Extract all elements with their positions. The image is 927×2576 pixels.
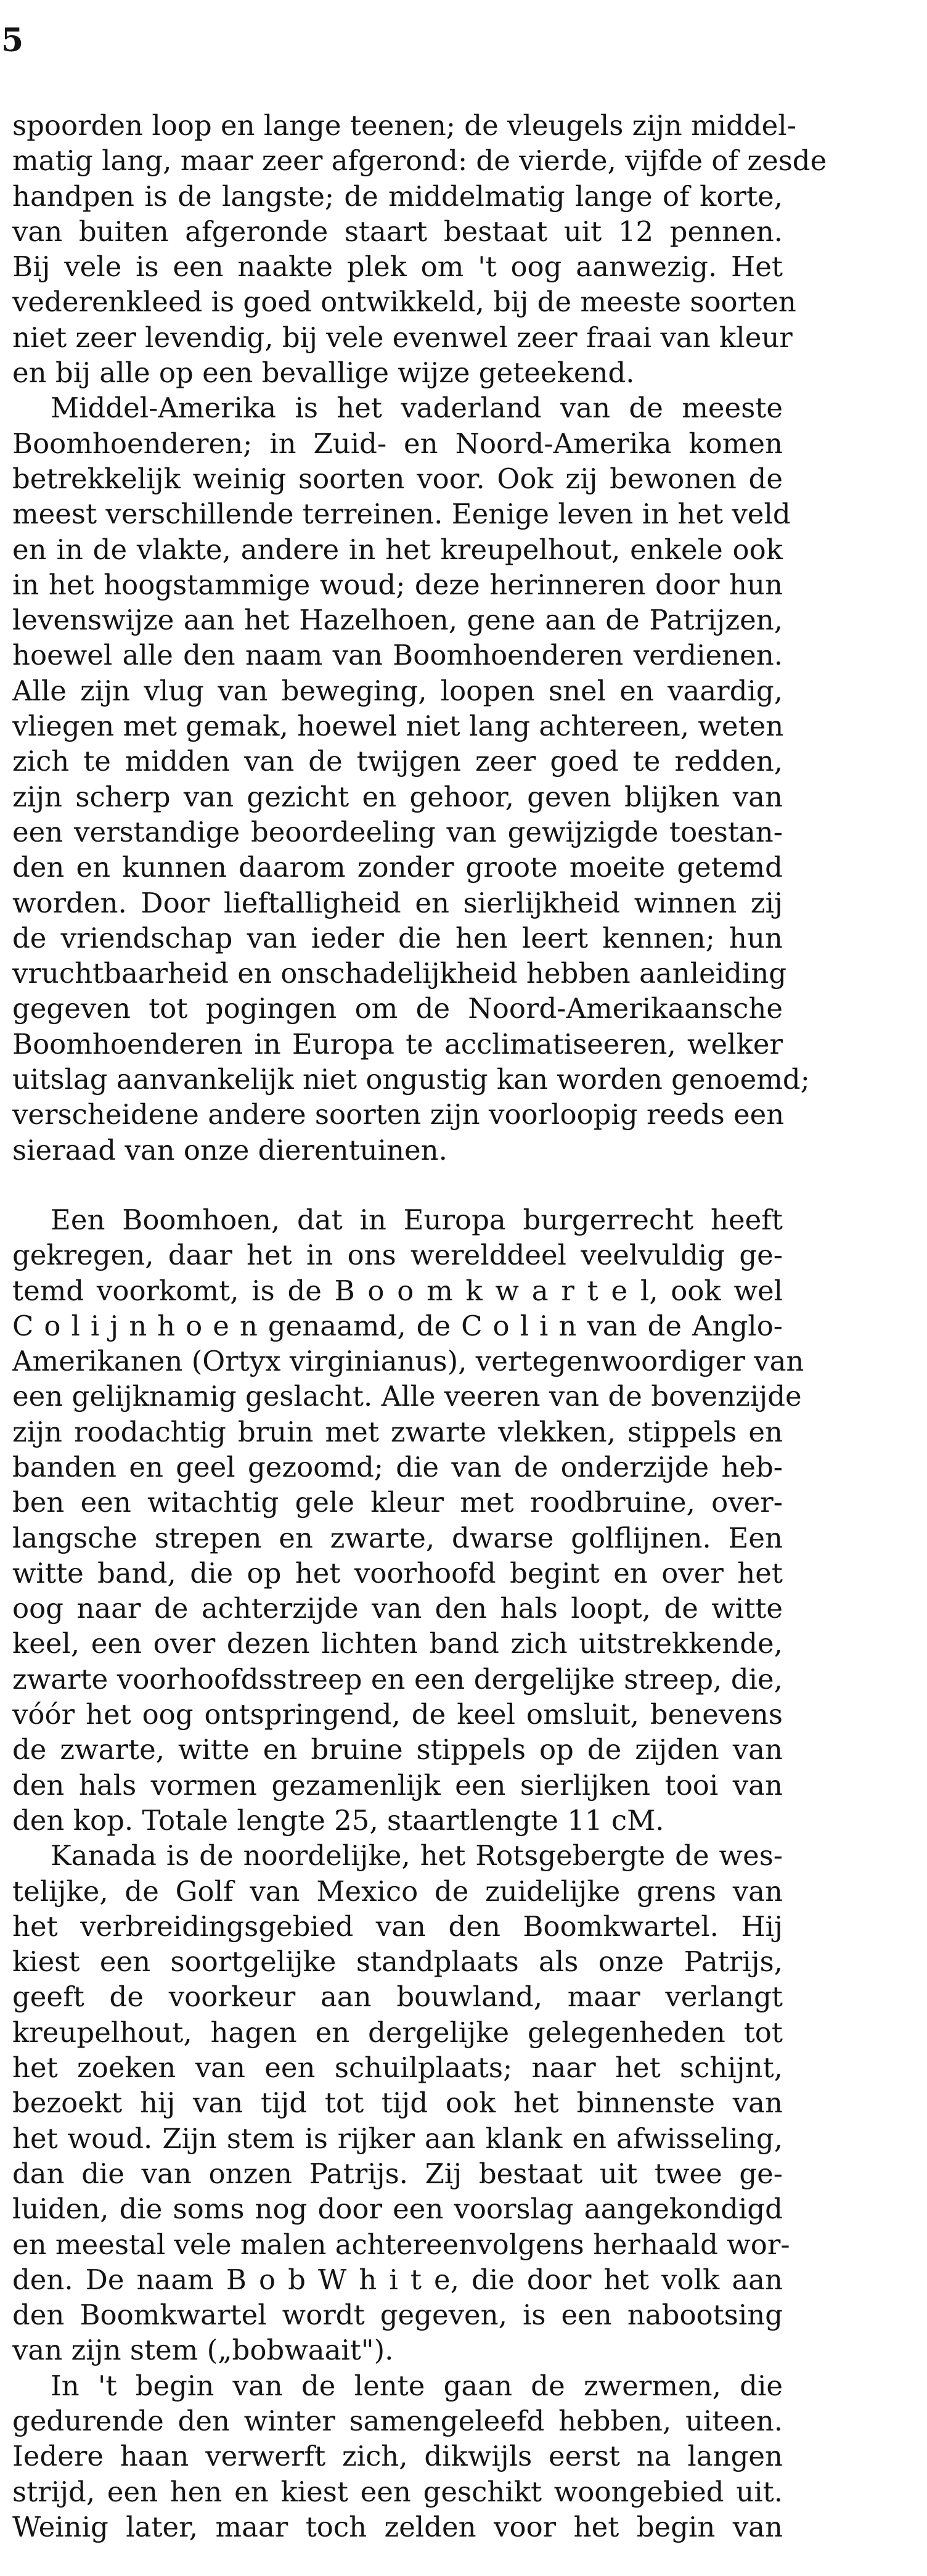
text-line: Een Boomhoen, dat in Europa burgerrecht heeft (51, 1203, 783, 1236)
text-line: Boomhoenderen; in Zuid- en Noord-Amerika komen (12, 427, 783, 460)
section-gap (12, 1168, 783, 1202)
text-line: keel, een over dezen lichten band zich uitstrekkende, (12, 1627, 783, 1660)
text-line: Boomhoenderen in Europa te acclimatiseeren, welker (12, 1027, 783, 1060)
text-line: zijn roodachtig bruin met zwarte vlekken, stippels en (12, 1415, 783, 1448)
text-line: vruchtbaarheid en onschadelijkheid hebben aanleiding (12, 957, 787, 990)
text-line: temd voorkomt, is de B o o m k w a r t e l, ook wel (12, 1274, 783, 1307)
text-line: geeft de voorkeur aan bouwland, maar verlangt (12, 1980, 783, 2014)
text-line: zich te midden van de twijgen zeer goed te redden, (12, 745, 783, 778)
text-line: verscheidene andere soorten zijn voorloopig reeds een (12, 1098, 785, 1131)
text-line: witte band, die op het voorhoofd begint en over het (12, 1556, 783, 1589)
text-line: Iedere haan verwerft zich, dikwijls eerst na langen (12, 2440, 783, 2473)
text-line: Alle zijn vlug van beweging, loopen snel en vaardig, (12, 674, 783, 707)
text-line: betrekkelijk weinig soorten voor. Ook zij bewonen de (12, 462, 783, 495)
text-line: Kanada is de noordelijke, het Rotsgebergte de wes- (51, 1839, 783, 1873)
paragraph-1 (12, 108, 827, 390)
text-line: een gelijknamig geslacht. Alle veeren van de bovenzijde (12, 1380, 802, 1413)
paragraph-4 (12, 1838, 790, 2368)
text-line: banden en geel gezoomd; die van de onderzijde heb- (12, 1450, 783, 1483)
paragraph-2 (12, 390, 810, 1168)
text-line: den. De naam B o b W h i t e, die door het volk aan (12, 2263, 783, 2296)
text-line: den Boomkwartel wordt gegeven, is een nabootsing (12, 2299, 783, 2332)
text-line: en bij alle op een bevallige wijze geteekend. (12, 356, 635, 390)
text-line: worden. Door lieftalligheid en sierlijkheid winnen zij (12, 886, 783, 919)
text-line: In 't begin van de lente gaan de zwermen, die (51, 2369, 783, 2402)
text-line: den kop. Totale lengte 25, staartlengte 11 cM. (12, 1803, 664, 1837)
text-line: een verstandige beoordeeling van gewijzigde toestan- (12, 815, 783, 848)
text-line: niet zeer levendig, bij vele evenwel zeer fraai van kleur (12, 321, 793, 354)
page-number: 5 (1, 22, 24, 59)
text-line: de zwarte, witte en bruine stippels op de zijden van (12, 1733, 783, 1766)
text-line: in het hoogstammige woud; deze herinneren door hun (12, 568, 783, 601)
text-line: Amerikanen (Ortyx virginianus), vertegenwoordiger van (12, 1345, 804, 1378)
text-line: bezoekt hij van tijd tot tijd ook het binnenste van (12, 2086, 783, 2120)
text-line: Middel-Amerika is het vaderland van de meeste (51, 392, 783, 425)
text-line: gekregen, daar het in ons werelddeel veelvuldig ge- (12, 1239, 783, 1272)
text-line: hoewel alle den naam van Boomhoenderen verdienen. (12, 639, 783, 672)
text-line: dan die van onzen Patrijs. Zij bestaat uit twee ge- (12, 2157, 783, 2190)
text-line: Weinig later, maar toch zelden voor het begin van (12, 2510, 783, 2543)
text-line: kiest een soortgelijke standplaats als onze Patrijs, (12, 1945, 783, 1979)
paragraph-5 (12, 2368, 783, 2545)
text-line: zwarte voorhoofdsstreep en een dergelijke streep, die, (12, 1662, 783, 1696)
text-line: gegeven tot pogingen om de Noord-Amerikaansche (12, 992, 783, 1025)
text-line: kreupelhout, hagen en dergelijke gelegenheden tot (12, 2016, 783, 2049)
text-line: vóór het oog ontspringend, de keel omsluit, benevens (12, 1698, 783, 1731)
text-line: vliegen met gemak, hoewel niet lang achtereen, weten (12, 710, 784, 743)
text-line: oog naar de achterzijde van den hals loopt, de witte (12, 1592, 783, 1625)
text-column (12, 108, 827, 2545)
text-line: levenswijze aan het Hazelhoen, gene aan de Patrijzen, (12, 604, 783, 637)
text-line: de vriendschap van ieder die hen leert kennen; hun (12, 921, 783, 954)
paragraph-3 (12, 1202, 804, 1838)
text-line: den hals vormen gezamenlijk een sierlijken tooi van (12, 1768, 783, 1802)
text-line: strijd, een hen en kiest een geschikt woongebied uit. (12, 2475, 783, 2508)
text-line: en meestal vele malen achtereenvolgens herhaald wor- (12, 2228, 790, 2261)
text-line: handpen is de langste; de middelmatig lange of korte, (12, 179, 783, 213)
text-line: Bij vele is een naakte plek om 't oog aanwezig. Het (12, 250, 783, 284)
text-line: luiden, die soms nog door een voorslag aangekondigd (12, 2192, 783, 2226)
text-line: den en kunnen daarom zonder groote moeite getemd (12, 851, 783, 884)
text-line: van buiten afgeronde staart bestaat uit 12 pennen. (12, 215, 783, 248)
text-line: zijn scherp van gezicht en gehoor, geven blijken van (12, 780, 783, 813)
text-line: uitslag aanvankelijk niet ongustig kan worden genoemd; (12, 1063, 810, 1096)
text-line: van zijn stem („bobwaait"). (12, 2334, 394, 2367)
text-line: ben een witachtig gele kleur met roodbruine, over- (12, 1486, 783, 1519)
text-line: vederenkleed is goed ontwikkeld, bij de meeste soorten (12, 285, 796, 319)
text-line: het woud. Zijn stem is rijker aan klank en afwisseling, (12, 2122, 783, 2155)
text-line: het verbreidingsgebied van den Boomkwartel. Hij (12, 1909, 783, 1943)
text-line: langsche strepen en zwarte, dwarse golflijnen. Een (12, 1521, 783, 1554)
text-line: en in de vlakte, andere in het kreupelhout, enkele ook (12, 533, 783, 566)
text-line: gedurende den winter samengeleefd hebben, uiteen. (12, 2405, 783, 2437)
text-line: matig lang, maar zeer afgerond: de vierde, vijfde of zesde (12, 144, 827, 178)
text-line: telijke, de Golf van Mexico de zuidelijke grens van (12, 1874, 783, 1908)
text-line: C o l i j n h o e n genaamd, de C o l i n van de Anglo- (12, 1309, 783, 1342)
text-line: spoorden loop en lange teenen; de vleugels zijn middel- (12, 109, 796, 142)
text-line: sieraad van onze dierentuinen. (12, 1133, 447, 1167)
text-line: het zoeken van een schuilplaats; naar het schijnt, (12, 2051, 783, 2085)
text-line: meest verschillende terreinen. Eenige leven in het veld (12, 498, 791, 531)
